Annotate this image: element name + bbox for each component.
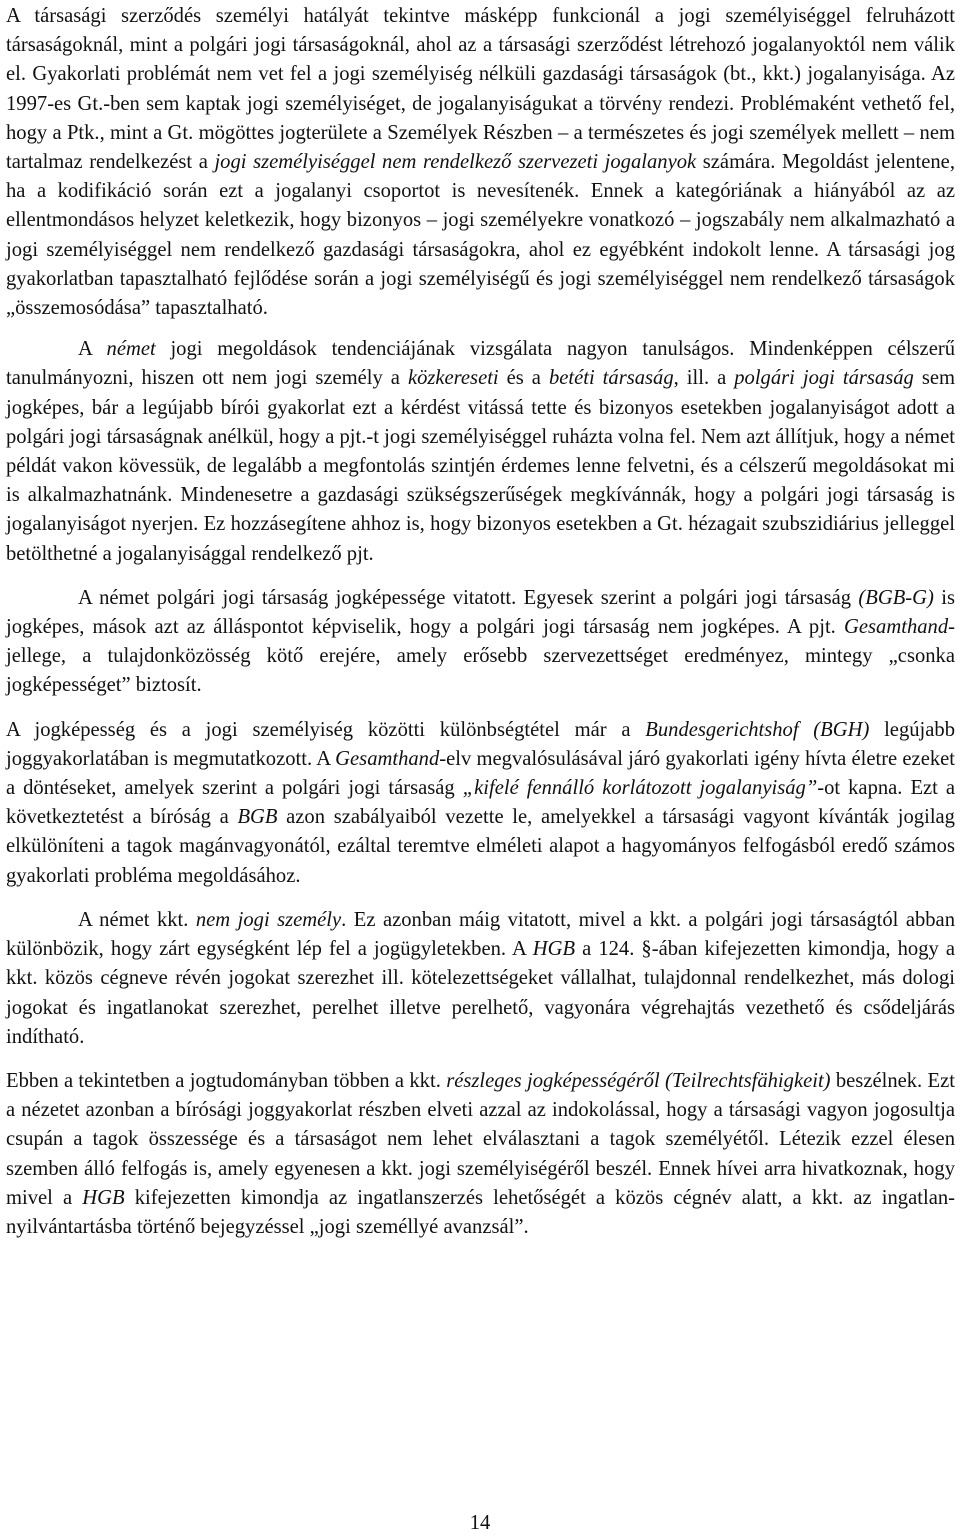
text-run: A: [78, 338, 107, 361]
italic-text-run: „kifelé fennálló korlátozott jogalanyiság”: [462, 777, 818, 800]
document-page: [6, 0, 955, 1242]
text-run: -elv megvalósulásával járó gyakorlati igény hívta életre ezeket a döntéseket, amelyek szerint a polgári jogi társaság: [6, 747, 955, 800]
italic-text-run: német: [106, 338, 156, 361]
italic-text-run: BGB: [237, 806, 278, 829]
text-run: kifejezetten kimondja az ingatlanszerzés lehetőségét a közös cégnév alatt, a kkt. az ingatlan-nyilvántartásba történő bejegyzéssel „jogi személlyé avanzsál”.: [6, 1186, 955, 1238]
paragraph-4: [6, 716, 955, 891]
italic-text-run: betéti társaság: [548, 367, 674, 390]
text-run: sem jogképes, bár a legújabb bírói gyakorlat ezt a kérdést vitássá tette és bizonyos esetekben jogalanyiságot adott a polgári jogi társaságnak anélkül, hogy a pjt.-t jogi személyiséggel ruházta volna fel. Nem azt állítjuk, hogy a német példát vakon kövessük, de legalább a megfontolás szintjén érdemes lenne felvetni, és a célszerű megoldásokat mi is alkalmazhatnánk. Mindenesetre a gazdasági szükségszerűségek megkívánnák, hogy a polgári jogi társaság is jogalanyiságot nyerjen. Ez hozzásegítene ahhoz is, hogy bizonyos esetekben a Gt. hézagait szubszidiárius jelleggel betölthetné a jogalanyisággal rendelkező pjt.: [6, 367, 956, 565]
text-run: A társasági szerződés személyi hatályát tekintve másképp funkcionál a jogi személyiséggel felruházott társaságoknál, mint a polgári jogi társaságoknál, ahol az a társasági szerződést létrehozó jogalanyoktól nem válik el.: [6, 5, 955, 86]
text-run: és a: [498, 367, 549, 390]
italic-text-run: nem jogi személy: [195, 908, 342, 931]
page-number: 14: [469, 1512, 491, 1534]
italic-text-run: (BGB-G): [858, 586, 934, 609]
italic-text-run: polgári jogi társaság: [734, 367, 914, 390]
text-run: is jogképes, mások azt az álláspontot képviselik, hogy a polgári jogi társaság nem jogképes. A pjt.: [6, 586, 956, 639]
text-run: -ot kapna. Ezt a következtetést a bíróság a: [6, 777, 956, 829]
italic-text-run: jogi személyiséggel nem rendelkező szervezeti jogalanyok: [214, 151, 697, 174]
italic-text-run: HGB: [82, 1186, 125, 1209]
italic-text-run: Bundesgerichtshof (BGH): [645, 718, 870, 741]
text-run: , ill. a: [673, 367, 735, 390]
text-run: jellege, a tulajdonközösség kötő erejére, amely erősebb szervezettséget eredményez, mintegy „csonka jogképességet” biztosít.: [6, 645, 955, 697]
text-run: A német kkt.: [78, 908, 196, 931]
text-run: azon szabályaiból vezette le, amelyekkel a társasági vagyont kívánták jogilag elkülöníteni a tagok magánvagyonától, ezáltal teremtve elméleti alapot a hagyományos felfogásból eredő számos gyakorlati probléma megoldásához.: [6, 806, 955, 887]
text-run: A jogképesség és a jogi személyiség közötti különbségtétel már a: [6, 718, 646, 741]
paragraph-3: [6, 584, 955, 701]
paragraph-1: [6, 0, 955, 323]
italic-text-run: Gesamthand-: [844, 616, 955, 639]
paragraph-6: [6, 1067, 955, 1242]
text-run: a 124. §-ában kifejezetten kimondja, hogy a kkt. közös cégneve révén jogokat szerezhet ill. kötelezettségeket vállalhat, tulajdonnal rendelkezhet, más dologi jogokat és ingatlanokat szerezhet, perelhet illetve perelhető, vagyonára végrehajtás vezethető és csődeljárás indítható.: [6, 938, 955, 1048]
text-run: jogi megoldások tendenciájának vizsgálata nagyon tanulságos. Mindenképpen célszerű tanulmányozni, hiszen ott nem jogi személy a: [6, 338, 955, 390]
text-run: A német polgári jogi társaság jogképessége vitatott. Egyesek szerint a polgári jogi társaság: [78, 586, 859, 609]
text-run: Ebben a tekintetben a jogtudományban többen a kkt.: [6, 1069, 447, 1092]
paragraph-2: [6, 335, 955, 569]
text-run: számára. Megoldást jelentene, ha a kodifikáció során ezt a jogalanyi csoportot is nevesítenék. Ennek a kategóriának a hiányából az az ellentmondásos helyzet keletkezik, hogy bizonyos – jogi személyekre vonatkozó – jogszabály nem alkalmazható a jogi személyiséggel nem rendelkező gazdasági társaságokra, ahol ez egyébként indokolt lenne. A társasági jog gyakorlatban tapasztalható fejlődése során a jogi személyiségű és jogi személyiséggel nem rendelkező társaságok „összemosódása” tapasztalható.: [6, 151, 955, 320]
text-run: beszélnek. Ezt a nézetet azonban a bírósági joggyakorlat részben elveti azzal az indokolással, hogy a társasági vagyon jogosultja csupán a tagok összessége és a társaságot nem lehet elválasztani a tagok személyétől. Létezik ezzel élesen szemben álló felfogás is, amely egyenesen a kkt. jogi személyiségéről beszél. Ennek hívei arra hivatkoznak, hogy mivel a: [6, 1069, 955, 1209]
italic-text-run: részleges jogképességéről (Teilrechtsfähigkeit): [446, 1069, 831, 1092]
italic-text-run: HGB: [532, 938, 576, 961]
italic-text-run: Gesamthand: [335, 747, 440, 770]
italic-text-run: közkereseti: [407, 367, 499, 390]
text-run: legújabb joggyakorlatában is megmutatkozott. A: [6, 718, 955, 770]
text-run: Gyakorlati problémát nem vet fel a jogi személyiség nélküli gazdasági társaságok (bt., kkt.) jogalanyisága. Az 1997-es Gt.-ben sem kaptak jogi személyiséget, de jogalanyiságukat a törvény rendezi. Problémaként vethető fel, hogy a Ptk., mint a Gt. mögöttes jogterülete a Személyek Részben – a természetes és jogi személyek mellett – nem tartalmaz rendelkezést a: [6, 63, 955, 174]
text-run: . Ez azonban máig vitatott, mivel a kkt. a polgári jogi társaságtól abban különbözik, hogy zárt egységként lép fel a jogügyletekben. A: [6, 908, 955, 961]
paragraph-5: [6, 906, 955, 1052]
